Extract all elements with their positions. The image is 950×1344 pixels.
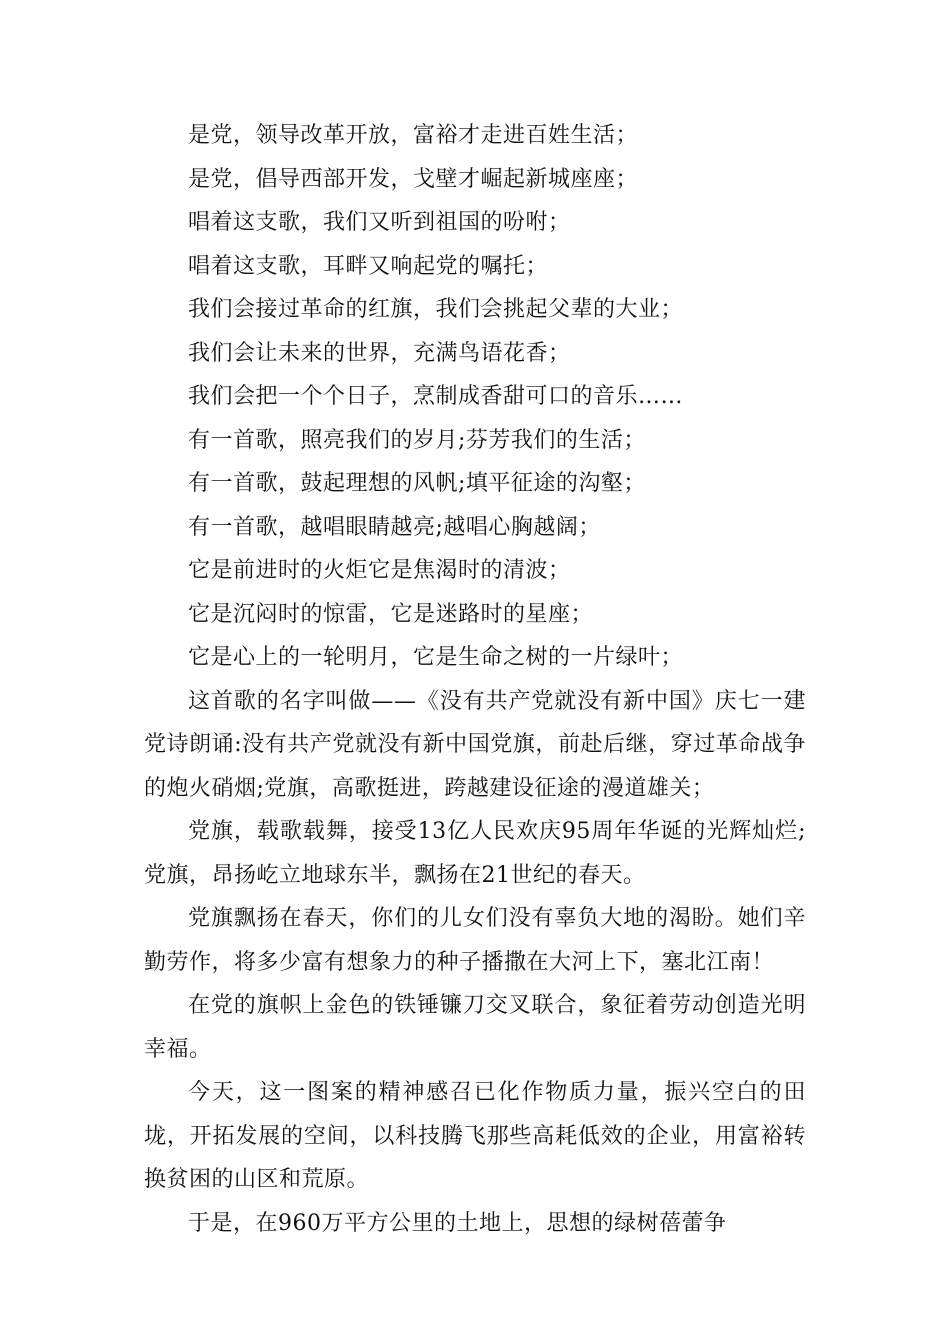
paragraph: 今天，这一图案的精神感召已化作物质力量，振兴空白的田垅，开拓发展的空间，以科技腾飞那些高耗低效的企业，用富裕转换贫困的山区和荒原。 (144, 1080, 806, 1192)
paragraph: 在党的旗帜上金色的铁锤镰刀交叉联合，象征着劳动创造光明幸福。 (144, 993, 806, 1062)
paragraph: 党旗，载歌载舞，接受13亿人民欢庆95周年华诞的光辉灿烂;党旗，昂扬屹立地球东半，飘扬在21世纪的春天。 (144, 819, 806, 888)
paragraph: 于是，在960万平方公里的土地上，思想的绿树蓓蕾争 (188, 1210, 727, 1236)
paragraph: 有一首歌，越唱眼睛越亮;越唱心胸越阔； (188, 514, 601, 540)
paragraph: 党旗飘扬在春天，你们的儿女们没有辜负大地的渴盼。她们辛勤劳作，将多少富有想象力的种子播撒在大河上下，塞北江南！ (144, 906, 806, 975)
paragraph: 有一首歌，鼓起理想的风帆;填平征途的沟壑； (188, 471, 646, 496)
paragraph: 有一首歌，照亮我们的岁月;芬芳我们的生活； (188, 427, 646, 453)
document-body (144, 114, 806, 1245)
paragraph: 我们会让未来的世界，充满鸟语花香； (188, 340, 571, 366)
paragraph: 是党，倡导西部开发，戈壁才崛起新城座座； (188, 166, 639, 192)
paragraph: 它是沉闷时的惊雷，它是迷路时的星座； (188, 601, 594, 627)
paragraph: 我们会接过革命的红旗，我们会挑起父辈的大业； (188, 297, 684, 322)
paragraph: 是党，领导改革开放，富裕才走进百姓生活； (188, 123, 639, 148)
paragraph: 它是前进时的火炬它是焦渴时的清波； (188, 558, 571, 583)
paragraph: 唱着这支歌，我们又听到祖国的吩咐； (188, 210, 571, 235)
paragraph: 它是心上的一轮明月，它是生命之树的一片绿叶； (188, 645, 684, 670)
paragraph: 我们会把一个个日子，烹制成香甜可口的音乐…… (188, 384, 684, 409)
paragraph: 这首歌的名字叫做——《没有共产党就没有新中国》庆七一建党诗朗诵:没有共产党就没有新中国党旗，前赴后继，穿过革命战争的炮火硝烟;党旗，高歌挺进，跨越建设征途的漫道雄关； (144, 688, 806, 801)
paragraph: 唱着这支歌，耳畔又响起党的嘱托； (188, 253, 549, 279)
